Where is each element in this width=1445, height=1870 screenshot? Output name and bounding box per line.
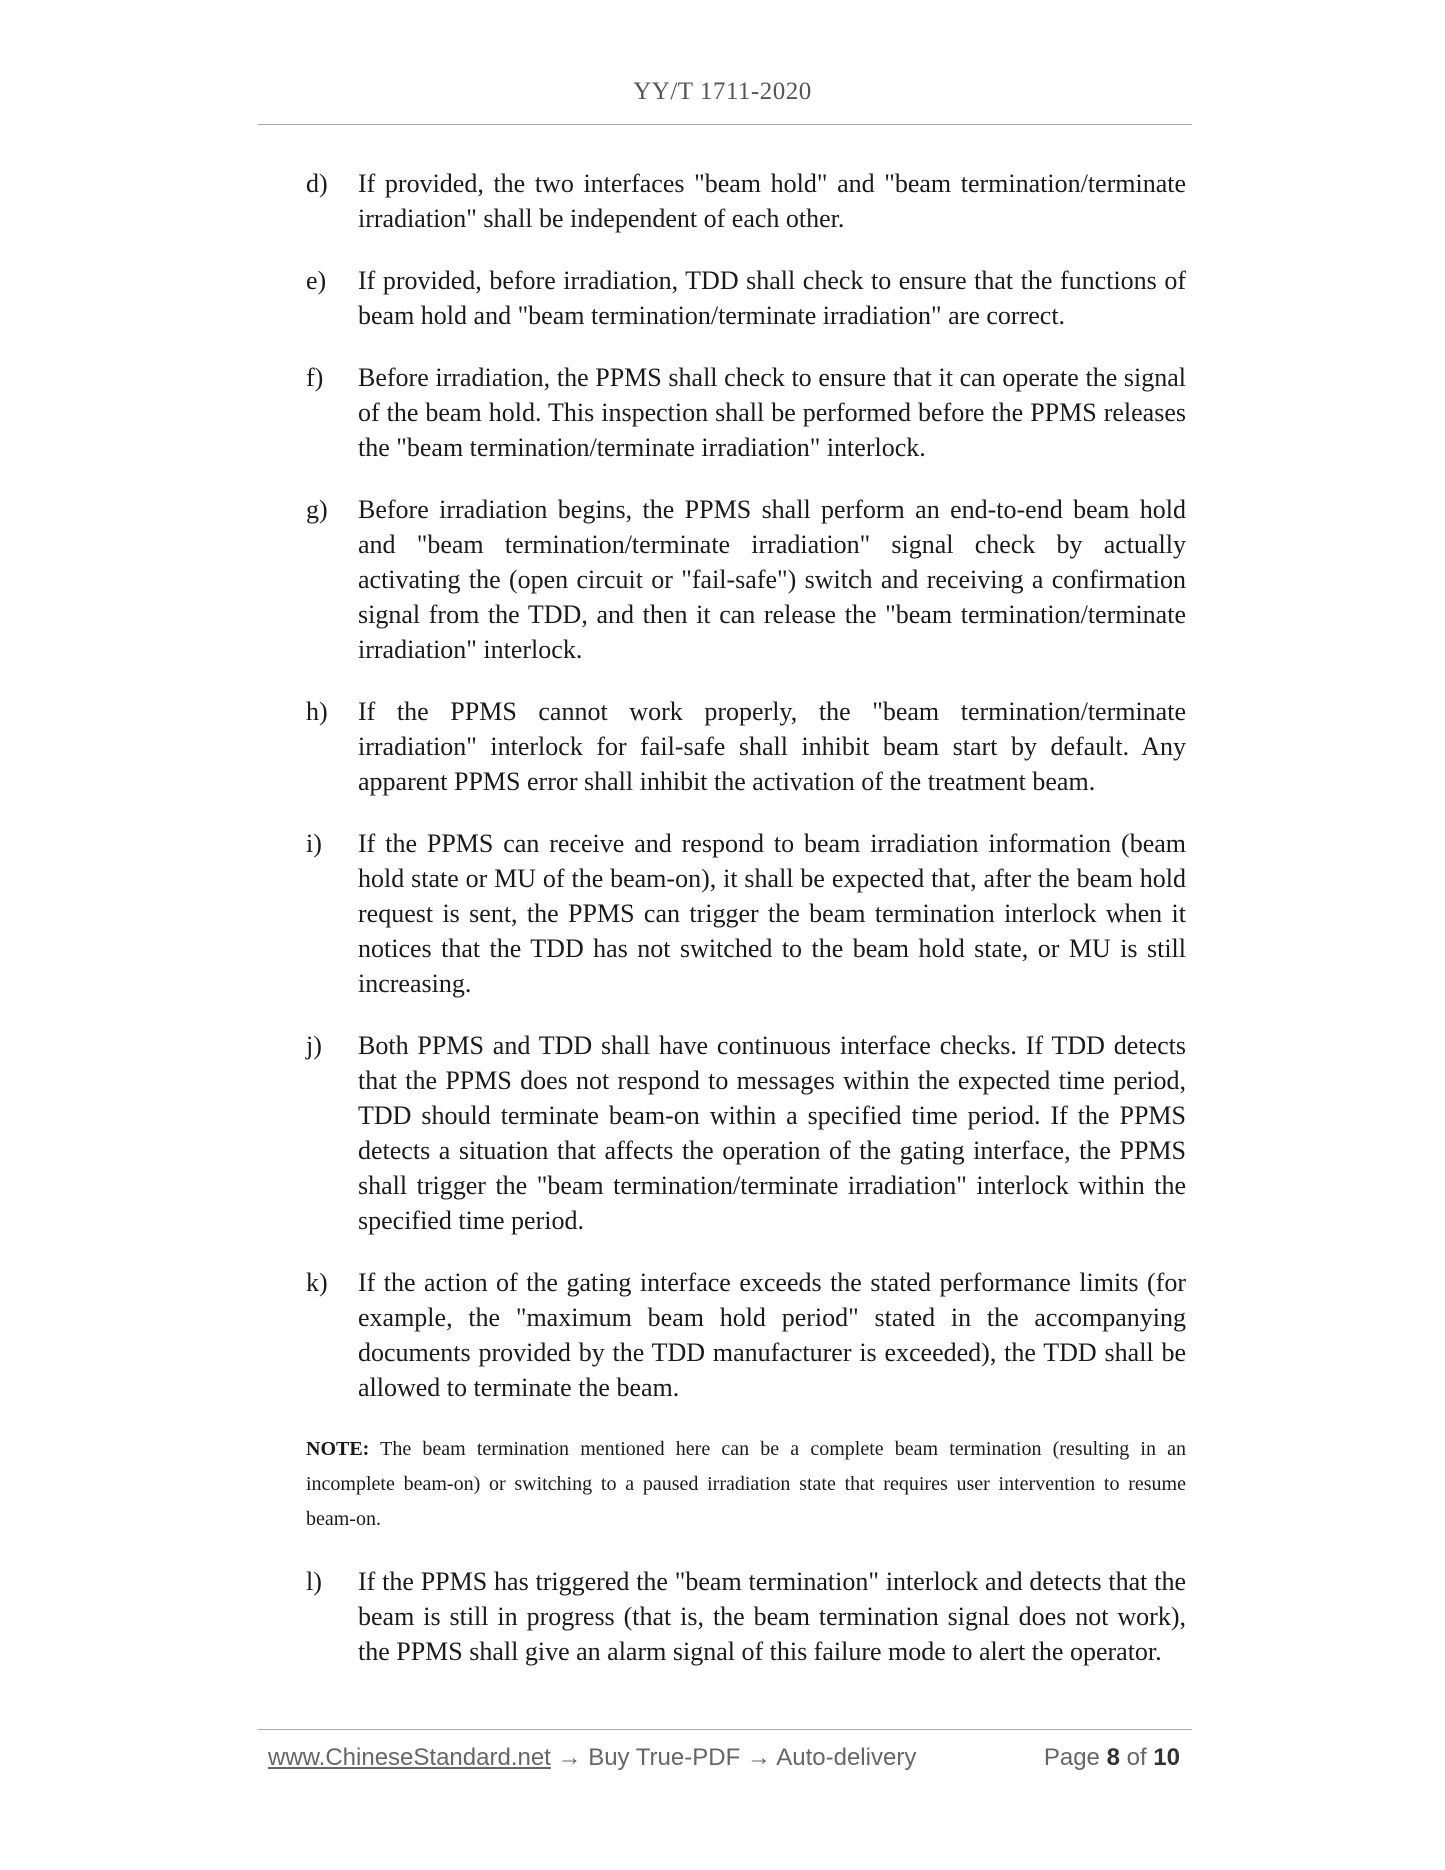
footer-promo <box>268 1744 916 1772</box>
list-item-j <box>306 1028 1186 1238</box>
list-item-text: Before irradiation, the PPMS shall check to ensure that it can operate the signal of the beam hold. This inspection shall be performed before the PPMS releases the "beam termination/terminate irradiation" interlock. <box>358 363 1186 462</box>
auto-delivery-text: Auto-delivery <box>776 1744 917 1771</box>
list-item-text: If provided, the two interfaces "beam hold" and "beam termination/terminate irradiation" shall be independent of each other. <box>358 169 1186 233</box>
header-divider <box>258 124 1192 125</box>
document-body <box>306 166 1186 1696</box>
list-item-label: k) <box>306 1268 328 1297</box>
list-item-text: If the PPMS can receive and respond to beam irradiation information (beam hold state or MU of the beam-on), it shall be expected that, after the beam hold request is sent, the PPMS can trigger the beam termination interlock when it notices that the TDD has not switched to the beam hold state, or MU is still increasing. <box>358 829 1186 998</box>
list-item-label: j) <box>306 1031 322 1060</box>
list-item-text: Both PPMS and TDD shall have continuous interface checks. If TDD detects that the PPMS does not respond to messages within the expected time period, TDD should terminate beam-on within a specified time period. If the PPMS detects a situation that affects the operation of the gating interface, the PPMS shall trigger the "beam termination/terminate irradiation" interlock within the specified time period. <box>358 1031 1186 1235</box>
list-item-g <box>306 492 1186 667</box>
list-item-text: If the action of the gating interface exceeds the stated performance limits (for example, the "maximum beam hold period" stated in the accompanying documents provided by the TDD manufacturer is exceeded), the TDD shall be allowed to terminate the beam. <box>358 1268 1186 1402</box>
arrow-right-icon: → <box>746 1744 771 1771</box>
note-label: NOTE: <box>306 1438 370 1460</box>
list-item-label: i) <box>306 829 322 858</box>
arrow-right-icon: → <box>557 1744 582 1771</box>
document-id: YY/T 1711-2020 <box>633 78 812 105</box>
page-word: Page <box>1043 1744 1100 1771</box>
list-item-i <box>306 826 1186 1001</box>
list-item-text: If the PPMS has triggered the "beam termination" interlock and detects that the beam is still in progress (that is, the beam termination signal does not work), the PPMS shall give an alarm signal of this failure mode to alert the operator. <box>358 1567 1186 1666</box>
list-item-e <box>306 263 1186 333</box>
page-total: 10 <box>1153 1744 1180 1771</box>
list-item-l <box>306 1564 1186 1669</box>
buy-true-pdf-text: Buy True-PDF <box>588 1744 741 1771</box>
page-of: of <box>1126 1744 1147 1771</box>
list-item-text: If the PPMS cannot work properly, the "beam termination/terminate irradiation" interlock for fail-safe shall inhibit beam start by default. Any apparent PPMS error shall inhibit the activation of the treatment beam. <box>358 697 1186 796</box>
page-current: 8 <box>1106 1744 1120 1771</box>
list-item-f <box>306 360 1186 465</box>
list-item-label: h) <box>306 697 328 726</box>
note-paragraph <box>306 1432 1186 1537</box>
list-item-label: f) <box>306 363 324 392</box>
page-indicator <box>1044 1744 1180 1772</box>
list-item-h <box>306 694 1186 799</box>
page-header <box>0 78 1445 106</box>
list-item-text: If provided, before irradiation, TDD shall check to ensure that the functions of beam hold and "beam termination/terminate irradiation" are correct. <box>358 266 1186 330</box>
list-item-text: Before irradiation begins, the PPMS shall perform an end-to-end beam hold and "beam termination/terminate irradiation" signal check by actually activating the (open circuit or "fail-safe") switch and receiving a confirmation signal from the TDD, and then it can release the "beam termination/terminate irradiation" interlock. <box>358 495 1186 664</box>
list-item-d <box>306 166 1186 236</box>
list-item-label: l) <box>306 1567 322 1596</box>
list-item-label: g) <box>306 495 328 524</box>
note-text: The beam termination mentioned here can be a complete beam termination (resulting in an incomplete beam-on) or switching to a paused irradiation state that requires user intervention to resume beam-on. <box>306 1438 1186 1530</box>
footer-divider <box>258 1729 1192 1730</box>
page-footer <box>268 1744 1180 1780</box>
website-link[interactable]: www.ChineseStandard.net <box>268 1744 551 1771</box>
list-item-label: d) <box>306 169 328 198</box>
list-item-label: e) <box>306 266 327 295</box>
list-item-k <box>306 1265 1186 1405</box>
